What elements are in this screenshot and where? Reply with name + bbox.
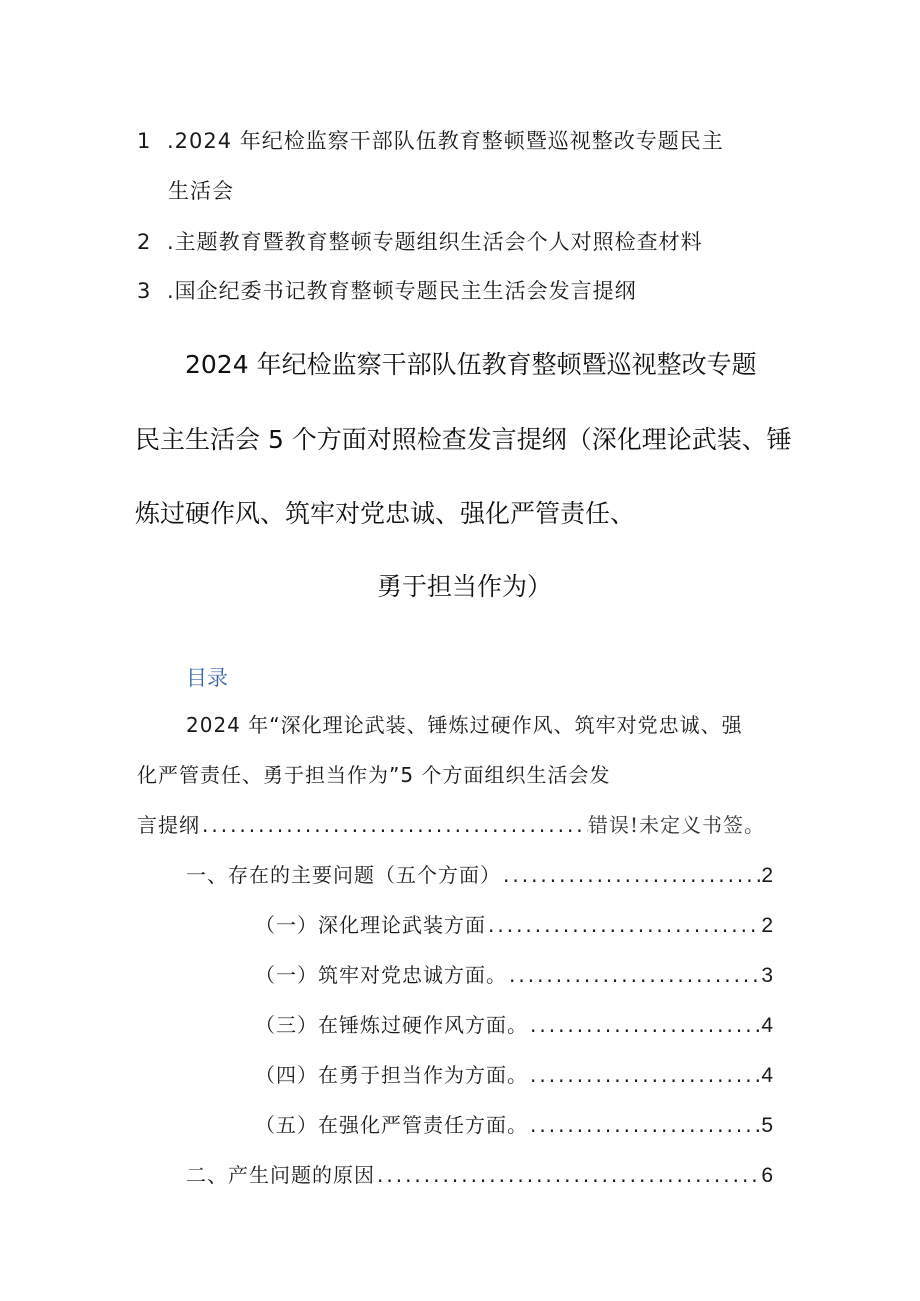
toc-entry[interactable] xyxy=(186,1159,774,1188)
list-item-1-continuation: 生活会 xyxy=(168,179,234,203)
toc-entry-label: （四）在勇于担当作为方面。 xyxy=(255,1063,528,1087)
toc-entry[interactable] xyxy=(255,1109,774,1138)
list-number: 3 xyxy=(137,279,152,303)
list-number: 2 xyxy=(137,230,152,254)
toc-entry-page: 4 xyxy=(761,1014,774,1037)
toc-entry-label: （五）在强化严管责任方面。 xyxy=(255,1113,528,1137)
toc-entry-page: 3 xyxy=(761,964,774,987)
toc-dot-leader xyxy=(200,813,588,837)
toc-entry[interactable] xyxy=(255,959,774,988)
toc-entry-label: 言提纲 xyxy=(137,813,200,837)
document-title-line-4: 勇于担当作为） xyxy=(377,572,553,601)
toc-dot-leader xyxy=(501,863,761,887)
document-title-line-1: 2024 年纪检监察干部队伍教育整顿暨巡视整改专题 xyxy=(185,350,757,379)
toc-entry-label: （一）筑牢对党忠诚方面。 xyxy=(255,963,507,987)
list-text: .主题教育暨教育整顿专题组织生活会个人对照检查材料 xyxy=(167,230,703,254)
toc-heading: 目录 xyxy=(186,666,228,690)
toc-dot-leader xyxy=(528,1013,761,1037)
toc-entry-label: （一）深化理论武装方面 xyxy=(255,913,486,937)
list-number: 1 xyxy=(137,129,152,153)
list-text: .2024 年纪检监察干部队伍教育整顿暨巡视整改专题民主 xyxy=(167,129,724,153)
list-item-2 xyxy=(137,226,703,256)
toc-entry-label: 一、存在的主要问题（五个方面） xyxy=(186,863,501,887)
toc-main-entry-line-3[interactable] xyxy=(137,809,765,838)
toc-entry-page: 4 xyxy=(761,1064,774,1087)
list-text: .国企纪委书记教育整顿专题民主生活会发言提纲 xyxy=(167,279,637,303)
toc-entry[interactable] xyxy=(255,1059,774,1088)
toc-entry-page: 5 xyxy=(761,1114,774,1137)
document-title-line-2: 民主生活会 5 个方面对照检查发言提纲（深化理论武装、锤 xyxy=(135,425,792,454)
toc-entry-page: 6 xyxy=(761,1164,774,1187)
toc-entry-label: （三）在锤炼过硬作风方面。 xyxy=(255,1013,528,1037)
toc-main-entry-line-2[interactable]: 化严管责任、勇于担当作为”5 个方面组织生活会发 xyxy=(137,763,611,787)
list-item-3 xyxy=(137,275,637,305)
toc-entry-page: 2 xyxy=(761,864,774,887)
toc-entry[interactable] xyxy=(255,909,774,938)
toc-entry[interactable] xyxy=(186,859,774,888)
toc-dot-leader xyxy=(528,1113,761,1137)
toc-main-entry-line-1[interactable]: 2024 年“深化理论武装、锤炼过硬作风、筑牢对党忠诚、强 xyxy=(186,713,743,737)
toc-entry-page: 2 xyxy=(761,914,774,937)
document-title-line-3: 炼过硬作风、筑牢对党忠诚、强化严管责任、 xyxy=(135,499,636,528)
toc-entry[interactable] xyxy=(255,1009,774,1038)
toc-dot-leader xyxy=(486,913,761,937)
list-item-1 xyxy=(137,125,724,155)
toc-dot-leader xyxy=(375,1163,761,1187)
toc-entry-page: 错误!未定义书签。 xyxy=(587,813,765,837)
toc-dot-leader xyxy=(528,1063,761,1087)
toc-entry-label: 二、产生问题的原因 xyxy=(186,1163,375,1187)
toc-dot-leader xyxy=(507,963,761,987)
